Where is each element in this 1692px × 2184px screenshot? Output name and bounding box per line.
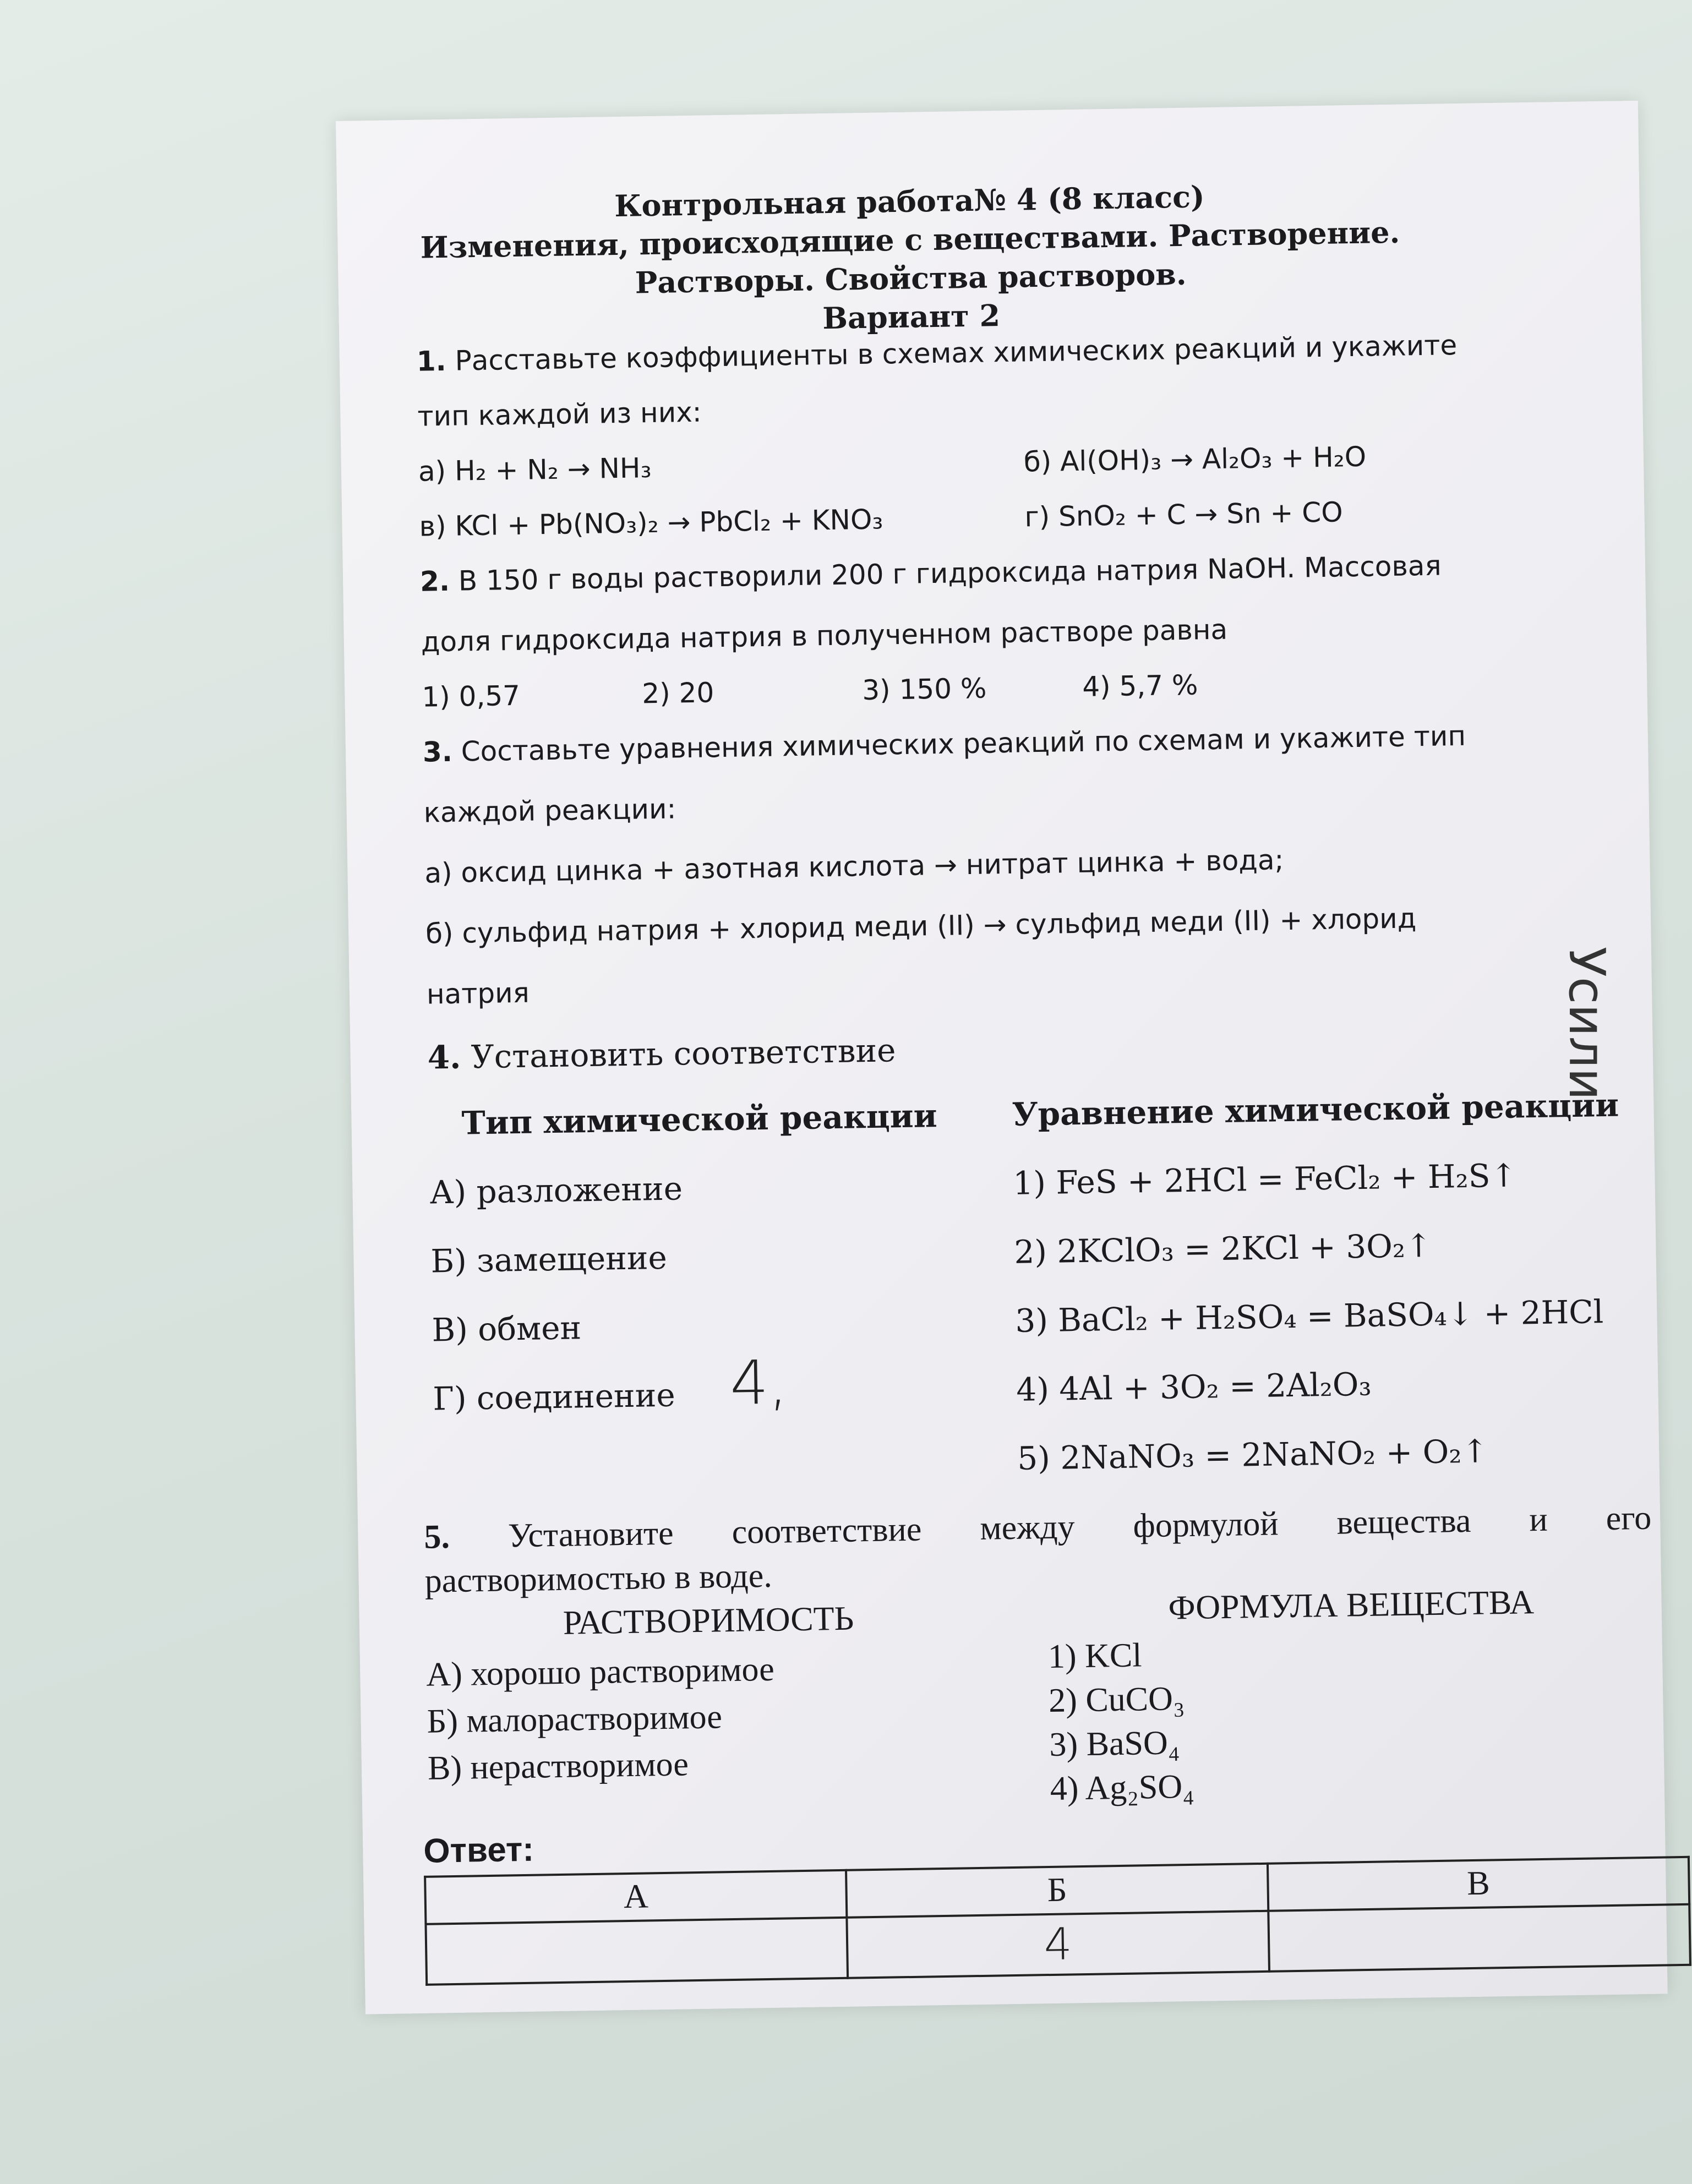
q4-heading bbox=[427, 1031, 896, 1076]
worksheet-page bbox=[336, 101, 1668, 2014]
q1-text: Расставьте коэффициенты в схемах химических реакций и укажите bbox=[455, 329, 1458, 377]
q4-left-item: Г) соединение bbox=[432, 1376, 676, 1418]
q5-column-right-header: ФОРМУЛА ВЕЩЕСТВА bbox=[1168, 1584, 1535, 1627]
q4-number: 4. bbox=[427, 1038, 461, 1077]
q2-number: 2. bbox=[419, 565, 450, 598]
q5-line-2: растворимостью в воде. bbox=[424, 1557, 773, 1600]
q5-left-item: А) хорошо растворимое bbox=[425, 1650, 775, 1694]
q5-line-1 bbox=[424, 1499, 1652, 1557]
q4-left-item: В) обмен bbox=[431, 1309, 582, 1349]
q5-right-item: 3) BaSO₄ bbox=[1049, 1724, 1180, 1763]
q5-word: вещества bbox=[1336, 1502, 1471, 1542]
page-title: Контрольная работа№ 4 (8 класс) bbox=[614, 179, 1205, 224]
q1-number: 1. bbox=[416, 345, 447, 378]
q4-right-item: 5) 2NaNO₃ = 2NaNO₂ + O₂↑ bbox=[1017, 1432, 1489, 1477]
q4-text: Установить соответствие bbox=[471, 1031, 896, 1076]
q2-option-3: 3) 150 % bbox=[861, 672, 987, 707]
q3-line-2: каждой реакции: bbox=[423, 793, 676, 829]
q2-text: В 150 г воды растворили 200 г гидроксида натрия NaOH. Массовая bbox=[458, 549, 1442, 597]
q1-option-b: б) Al(OH)₃ → Al₂O₃ + H₂O bbox=[1023, 440, 1367, 478]
page-subtitle-2: Растворы. Свойства растворов. bbox=[635, 256, 1187, 301]
q3-option-a: а) оксид цинка + азотная кислота → нитрат цинка + вода; bbox=[424, 844, 1284, 889]
q4-handwritten-answer: 4, bbox=[729, 1347, 789, 1419]
q5-right-item: 4) Ag₂SO₄ bbox=[1050, 1767, 1195, 1808]
q2-line-1 bbox=[420, 550, 1442, 598]
q4-right-item: 2) 2KClO₃ = 2KCl + 3O₂↑ bbox=[1013, 1226, 1433, 1271]
answer-header-a: А bbox=[425, 1870, 847, 1924]
q2-option-2: 2) 20 bbox=[641, 676, 714, 710]
q4-right-item: 3) BaCl₂ + H₂SO₄ = BaSO₄↓ + 2HCl bbox=[1014, 1293, 1604, 1340]
q4-right-item: 4) 4Al + 3O₂ = 2Al₂O₃ bbox=[1016, 1365, 1372, 1408]
q3-option-b-cont: натрия bbox=[426, 976, 530, 1011]
answer-cell-b: 4 bbox=[847, 1911, 1269, 1978]
q4-column-right-header: Уравнение химической реакции bbox=[1011, 1086, 1619, 1133]
q2-option-4: 4) 5,7 % bbox=[1082, 669, 1198, 703]
q5-left-item: В) нерастворимое bbox=[427, 1745, 689, 1787]
page-subtitle-1: Изменения, происходящие с веществами. Растворение. bbox=[420, 214, 1400, 265]
q4-right-item: 1) FeS + 2HCl = FeCl₂ + H₂S↑ bbox=[1012, 1156, 1518, 1202]
margin-handwriting: Усили bbox=[1558, 947, 1615, 1100]
q5-word: Установите bbox=[507, 1514, 674, 1555]
q2-option-1: 1) 0,57 bbox=[422, 679, 521, 713]
answer-cell-v bbox=[1268, 1904, 1690, 1972]
q5-word: его bbox=[1606, 1499, 1652, 1538]
q2-line-2: доля гидроксида натрия в полученном растворе равна bbox=[421, 613, 1228, 658]
q3-line-1 bbox=[423, 720, 1466, 768]
answer-header-v: В bbox=[1268, 1857, 1690, 1911]
q5-column-left-header: РАСТВОРИМОСТЬ bbox=[563, 1599, 854, 1642]
q4-column-left-header: Тип химической реакции bbox=[461, 1097, 938, 1142]
q5-right-item: 1) KCl bbox=[1047, 1636, 1142, 1676]
answer-header-b: Б bbox=[846, 1864, 1268, 1918]
q1-option-v: в) KCl + Pb(NO₃)₂ → PbCl₂ + KNO₃ bbox=[419, 503, 883, 543]
q1-option-g: г) SnO₂ + C → Sn + CO bbox=[1024, 496, 1343, 533]
q3-number: 3. bbox=[422, 735, 453, 768]
q5-right-item: 2) CuCO₃ bbox=[1048, 1680, 1185, 1720]
q3-text: Составьте уравнения химических реакций по схемам и укажите тип bbox=[461, 719, 1466, 768]
answer-table bbox=[424, 1856, 1691, 1986]
answer-label: Ответ: bbox=[423, 1830, 534, 1870]
q5-number: 5. bbox=[423, 1518, 450, 1556]
q5-word: и bbox=[1529, 1500, 1548, 1539]
q5-left-item: Б) малорастворимое bbox=[427, 1698, 723, 1740]
variant-label: Вариант 2 bbox=[822, 298, 1001, 336]
q4-left-item: А) разложение bbox=[429, 1170, 683, 1211]
q1-option-a: а) H₂ + N₂ → NH₃ bbox=[418, 452, 652, 488]
q4-left-item: Б) замещение bbox=[430, 1238, 668, 1280]
q1-line-2: тип каждой из них: bbox=[417, 396, 702, 433]
q3-option-b: б) сульфид натрия + хлорид меди (II) → сульфид меди (II) + хлорид bbox=[425, 902, 1417, 950]
q5-word: соответствие bbox=[732, 1510, 922, 1552]
answer-cell-a bbox=[425, 1918, 848, 1985]
q5-word: между bbox=[979, 1508, 1076, 1547]
q5-word: формулой bbox=[1133, 1505, 1279, 1545]
